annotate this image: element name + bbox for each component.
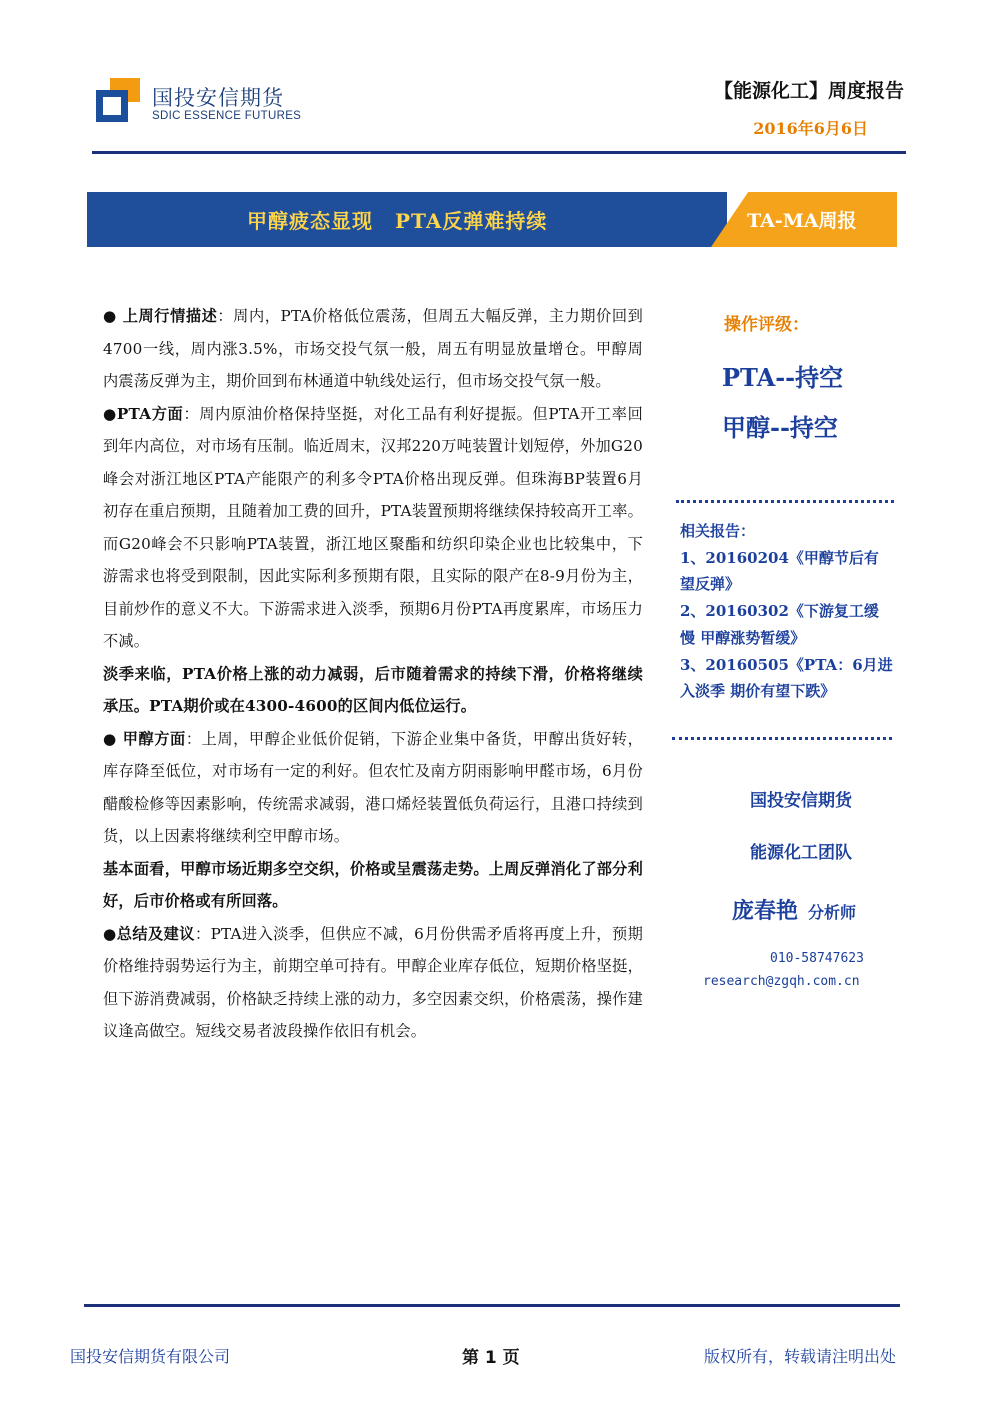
- report-type: 【能源化工】周度报告: [713, 80, 904, 102]
- analyst-role: 分析师: [808, 903, 857, 922]
- team-name: 能源化工团队: [750, 843, 852, 863]
- paragraph-pta: [103, 398, 643, 658]
- paragraph-summary: [103, 918, 643, 1048]
- section-label-methanol: ● 甲醇方面: [103, 729, 186, 748]
- sidebar-divider-bottom: [672, 737, 892, 740]
- related-report-line: 慢 甲醇涨势暂缓》: [680, 628, 806, 647]
- main-body: [103, 300, 643, 1048]
- footer-copyright: 版权所有，转载请注明出处: [704, 1347, 897, 1366]
- related-reports-title: 相关报告：: [680, 522, 756, 540]
- text-methanol-outlook: 基本面看，甲醇市场近期多空交织，价格或呈震荡走势。上周反弹消化了部分利好，后市价格或有所回落。: [103, 859, 643, 910]
- footer-company: 国投安信期货有限公司: [70, 1347, 231, 1366]
- section-label-pta: ●PTA方面: [103, 404, 184, 423]
- text-pta-outlook: 淡季来临，PTA价格上涨的动力减弱，后市随着需求的持续下滑，价格将继续承压。PTA期价或在4300-4600的区间内低位运行。: [103, 664, 643, 715]
- contact-email[interactable]: research@zgqh.com.cn: [703, 974, 860, 989]
- logo-english-name: SDIC ESSENCE FUTURES: [152, 110, 302, 122]
- report-date: 2016年6月6日: [753, 119, 868, 138]
- rating-methanol: 甲醇--持空: [722, 413, 838, 442]
- contact-phone: 010-58747623: [770, 951, 864, 966]
- paragraph-methanol: [103, 723, 643, 853]
- rating-pta: PTA--持空: [722, 363, 844, 392]
- rating-label: 操作评级：: [724, 315, 809, 335]
- report-series-tag: TA-MA周报: [747, 210, 857, 232]
- related-reports: [680, 518, 910, 705]
- logo-chinese-name: 国投安信期货: [152, 86, 284, 110]
- report-title: [247, 205, 547, 234]
- related-report-line: 入淡季 期价有望下跌》: [680, 682, 836, 701]
- report-title-part1: 甲醇疲态显现: [247, 209, 373, 233]
- page-number: 第 1 页: [462, 1348, 520, 1368]
- report-title-part2: PTA反弹难持续: [395, 209, 548, 233]
- team-organization: 国投安信期货: [750, 791, 852, 811]
- section-label-market-review: ● 上周行情描述: [103, 307, 218, 325]
- analyst: [732, 894, 856, 925]
- related-report-line: 望反弹》: [680, 575, 741, 594]
- title-banner: [87, 192, 897, 247]
- related-report-line: 3、20160505《PTA：6月进: [680, 655, 893, 674]
- header-divider: [92, 151, 906, 154]
- section-label-summary: ●总结及建议: [103, 924, 195, 943]
- paragraph-pta-outlook: [103, 658, 643, 723]
- logo-mark-icon: [96, 78, 140, 122]
- text-summary: ：PTA进入淡季，但供应不减，6月份供需矛盾将再度上升，预期价格维持弱势运行为主，前期空单可持有。甲醇企业库存低位，短期价格坚挺，但下游消费减弱，价格缺乏持续上涨的动力，多空因素交织，价格震荡，操作建议逢高做空。短线交易者波段操作依旧有机会。: [103, 924, 643, 1040]
- related-report-line: 1、20160204《甲醇节后有: [680, 548, 879, 567]
- related-report-line: 2、20160302《下游复工缓: [680, 602, 879, 621]
- company-logo: [96, 74, 306, 132]
- footer-divider: [84, 1304, 900, 1307]
- paragraph-market-review: [103, 300, 643, 398]
- analyst-name: 庞春艳: [732, 898, 799, 924]
- text-methanol: ：上周，甲醇企业低价促销，下游企业集中备货，甲醇出货好转，库存降至低位，对市场有一定的利好。但农忙及南方阴雨影响甲醛市场，6月份醋酸检修等因素影响，传统需求减弱，港口烯烃装置低负荷运行，且港口持续到货，以上因素将继续利空甲醇市场。: [103, 729, 643, 845]
- text-market-review: ：周内，PTA价格低位震荡，但周五大幅反弹，主力期价回到4700一线，周内涨3.5%，市场交投气氛一般，周五有明显放量增仓。甲醇周内震荡反弹为主，期价回到布林通道中轨线处运行，但市场交投气氛一般。: [103, 307, 643, 390]
- paragraph-methanol-outlook: [103, 853, 643, 918]
- text-pta: ：周内原油价格保持坚挺，对化工品有利好提振。但PTA开工率回到年内高位，对市场有压制。临近周末，汉邦220万吨装置计划短停，外加G20峰会对浙江地区PTA产能限产的利多令PTA价格出现反弹。但珠海BP装置6月初存在重启预期，且随着加工费的回升，PTA装置预期将继续保持较高开工率。而G20峰会不只影响PTA装置，浙江地区聚酯和纺织印染企业也比较集中，下游需求也将受到限制，因此实际利多预期有限，且实际的限产在8-9月份为主，目前炒作的意义不大。下游需求进入淡季，预期6月份PTA再度累库，市场压力不减。: [103, 404, 643, 650]
- sidebar-divider-top: [676, 500, 894, 503]
